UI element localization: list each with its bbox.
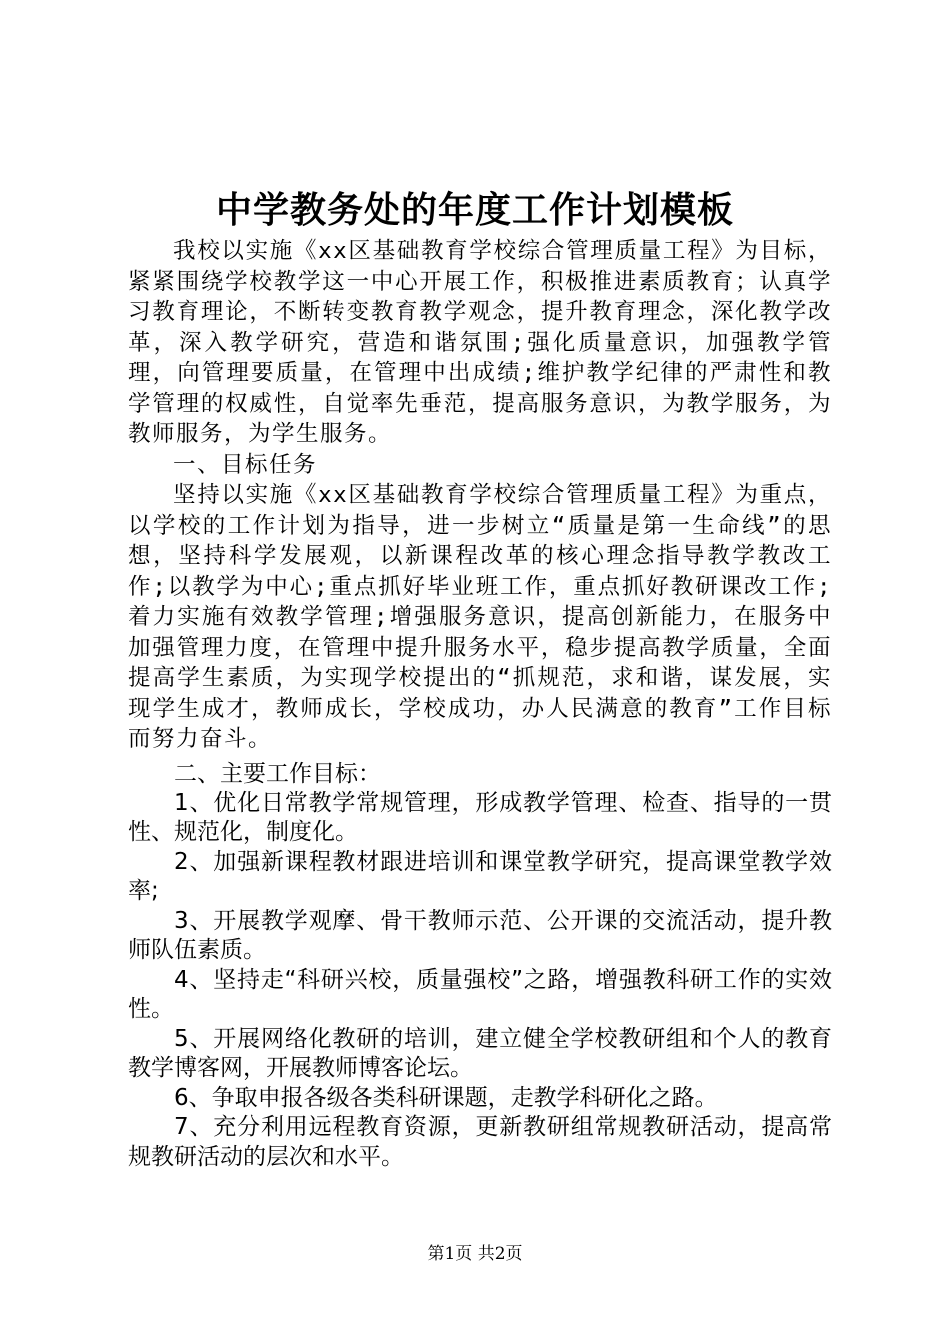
- document-body: [128, 236, 832, 1172]
- goals-tasks-paragraph: 坚持以实施《xx区基础教育学校综合管理质量工程》为重点，以学校的工作计划为指导，进一步树立“质量是第一生命线”的思想，坚持科学发展观，以新课程改革的核心理念指导教学教改工作;以教学为中心;重点抓好毕业班工作，重点抓好教研课改工作;着力实施有效教学管理;增强服务意识，提高创新能力，在服务中加强管理力度，在管理中提升服务水平，稳步提高教学质量，全面提高学生素质，为实现学校提出的“抓规范，求和谐，谋发展，实现学生成才，教师成长，学校成功，办人民满意的教育”工作目标而努力奋斗。: [128, 482, 832, 752]
- list-item: 4、坚持走“科研兴校，质量强校”之路，增强教科研工作的实效性。: [128, 966, 832, 1022]
- document-title: 中学教务处的年度工作计划模板: [215, 189, 734, 231]
- list-item: 2、加强新课程教材跟进培训和课堂教学研究，提高课堂教学效率;: [128, 848, 832, 904]
- list-item: 5、开展网络化教研的培训，建立健全学校教研组和个人的教育教学博客网，开展教师博客论坛。: [128, 1025, 832, 1081]
- list-item: 3、开展教学观摩、骨干教师示范、公开课的交流活动，提升教师队伍素质。: [128, 907, 832, 963]
- list-item: 6、争取申报各级各类科研课题，走教学科研化之路。: [174, 1084, 718, 1111]
- intro-paragraph: 我校以实施《xx区基础教育学校综合管理质量工程》为目标，紧紧围绕学校教学这一中心开展工作，积极推进素质教育；认真学习教育理论，不断转变教育教学观念，提升教育理念，深化教学改革，深入教学研究，营造和谐氛围;强化质量意识，加强教学管理，向管理要质量，在管理中出成绩;维护教学纪律的严肃性和教学管理的权威性，自觉率先垂范，提高服务意识，为教学服务，为教师服务，为学生服务。: [128, 238, 832, 447]
- section-heading-goals-tasks: 一、目标任务: [173, 451, 318, 478]
- list-item: 1、优化日常教学常规管理，形成教学管理、检查、指导的一贯性、规范化，制度化。: [128, 789, 832, 845]
- page-number-footer: 第1页 共2页: [427, 1244, 523, 1264]
- section-heading-main-goals: 二、主要工作目标：: [174, 760, 381, 787]
- list-item: 7、充分利用远程教育资源，更新教研组常规教研活动，提高常规教研活动的层次和水平。: [128, 1114, 832, 1170]
